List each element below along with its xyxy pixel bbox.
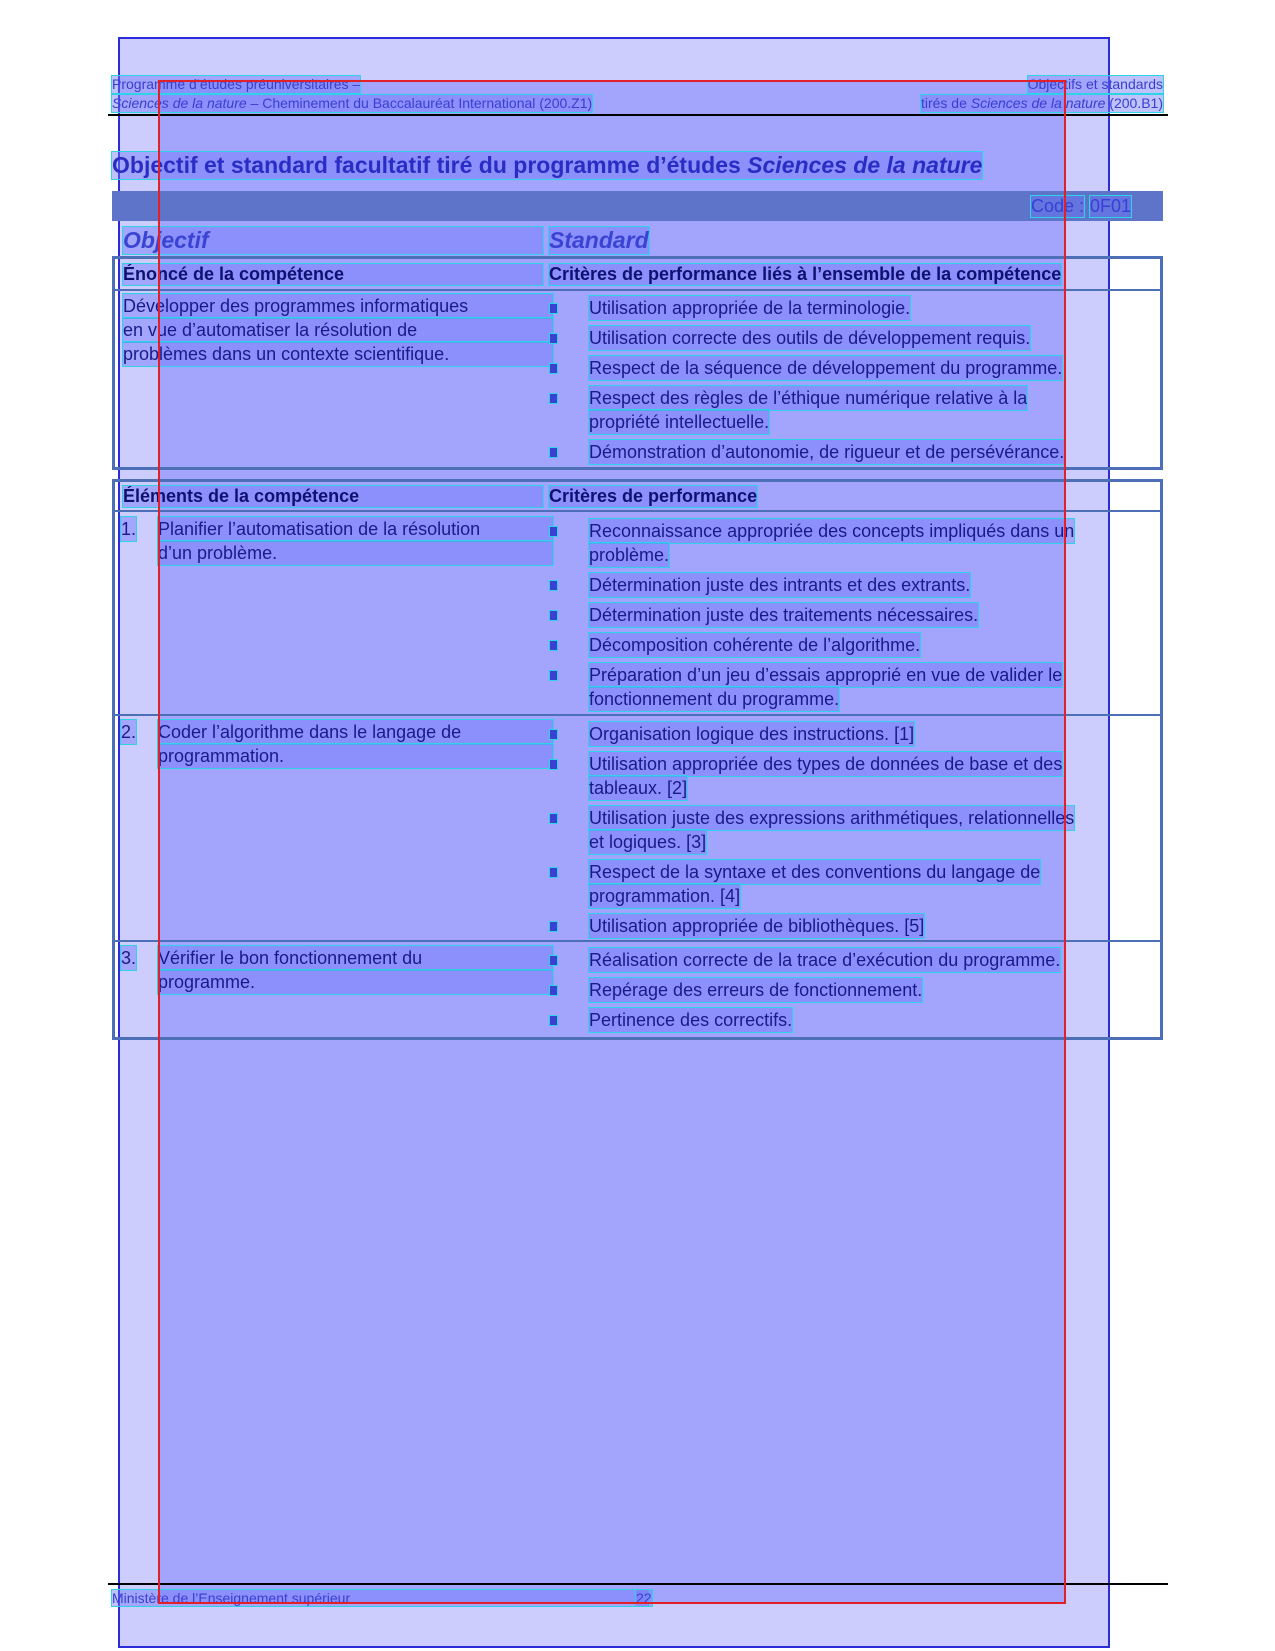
element-2-criterion: Utilisation appropriée des types de données de base et des	[589, 754, 1063, 774]
element-2-criterion: programmation. [4]	[589, 886, 741, 906]
element-1-criterion: Détermination juste des traitements nécessaires.	[589, 605, 979, 625]
code-bar	[112, 191, 1163, 221]
competence-criterion: Démonstration d’autonomie, de rigueur et de persévérance.	[589, 442, 1065, 462]
competence-bullet-icon	[550, 394, 557, 403]
element-text-line: programme.	[158, 970, 553, 994]
competence-criteria-heading: Critères de performance liés à l’ensemble de la compétence	[549, 264, 1062, 284]
footer-ministry: Ministère de l’Enseignement supérieur	[112, 1590, 648, 1606]
element-3-bullet-icon	[550, 1016, 557, 1025]
element-number: 1.	[121, 519, 137, 539]
element-1-bullet-icon	[550, 581, 557, 590]
element-2-criterion: tableaux. [2]	[589, 778, 688, 798]
element-number: 3.	[121, 948, 137, 968]
element-2-bullet-icon	[550, 814, 557, 823]
element-2-bullet-icon	[550, 760, 557, 769]
competence-statement-line: problèmes dans un contexte scientifique.	[123, 342, 553, 366]
elements-row-divider-1	[112, 714, 1163, 716]
element-1-criterion: Décomposition cohérente de l’algorithme.	[589, 635, 921, 655]
competence-criterion: Utilisation correcte des outils de développement requis.	[589, 328, 1031, 348]
element-1-criterion: Détermination juste des intrants et des extrants.	[589, 575, 971, 595]
element-text-line: Coder l’algorithme dans le langage de	[158, 720, 553, 744]
elements-row-divider-2	[112, 940, 1163, 942]
code-value: 0F01	[1090, 196, 1132, 216]
objectif-heading: Objectif	[123, 227, 543, 254]
element-text-line: Planifier l’automatisation de la résolution	[158, 517, 553, 541]
element-2-criterion: et logiques. [3]	[589, 832, 707, 852]
header-right-line1: Objectifs et standards	[1027, 76, 1163, 92]
competence-table-divider	[112, 289, 1163, 291]
element-3-criterion: Pertinence des correctifs.	[589, 1010, 793, 1030]
competence-statement-line: Développer des programmes informatiques	[123, 294, 553, 318]
competence-bullet-icon	[550, 334, 557, 343]
element-1-criterion: problème.	[589, 545, 670, 565]
competence-criterion: Respect de la séquence de développement du programme.	[589, 358, 1063, 378]
competence-criterion: propriété intellectuelle.	[589, 412, 770, 432]
competence-statement-heading: Énoncé de la compétence	[123, 264, 543, 285]
element-number: 2.	[121, 722, 137, 742]
element-2-bullet-icon	[550, 922, 557, 931]
elements-table-divider	[112, 510, 1163, 512]
competence-statement-line: en vue d’automatiser la résolution de	[123, 318, 553, 342]
element-1-bullet-icon	[550, 641, 557, 650]
element-1-criterion: Préparation d’un jeu d’essais approprié en vue de valider le	[589, 665, 1063, 685]
element-1-bullet-icon	[550, 611, 557, 620]
competence-criterion: Utilisation appropriée de la terminologie.	[589, 298, 911, 318]
element-3-bullet-icon	[550, 956, 557, 965]
element-text-line: programmation.	[158, 744, 553, 768]
element-text-line: d’un problème.	[158, 541, 553, 565]
header-right-line2: tirés de Sciences de la nature (200.B1)	[920, 95, 1163, 111]
page-title: Objectif et standard facultatif tiré du programme d’études Sciences de la nature	[112, 152, 983, 178]
header-rule	[108, 114, 1168, 116]
element-1-bullet-icon	[550, 527, 557, 536]
element-2-criterion: Respect de la syntaxe et des conventions du langage de	[589, 862, 1041, 882]
element-2-criterion: Organisation logique des instructions. [1]	[589, 724, 915, 744]
header-left-line2: Sciences de la nature – Cheminement du Baccalauréat International (200.Z1)	[112, 95, 593, 111]
competence-bullet-icon	[550, 448, 557, 457]
header-left-line1: Programme d’études préuniversitaires –	[112, 76, 361, 92]
elements-criteria-heading: Critères de performance	[549, 486, 758, 506]
element-1-bullet-icon	[550, 671, 557, 680]
competence-bullet-icon	[550, 364, 557, 373]
element-1-criterion: fonctionnement du programme.	[589, 689, 840, 709]
element-1-criterion: Reconnaissance appropriée des concepts impliqués dans un	[589, 521, 1075, 541]
element-2-criterion: Utilisation juste des expressions arithmétiques, relationnelles	[589, 808, 1075, 828]
element-text-line: Vérifier le bon fonctionnement du	[158, 946, 553, 970]
element-2-bullet-icon	[550, 730, 557, 739]
element-3-criterion: Réalisation correcte de la trace d’exécution du programme.	[589, 950, 1061, 970]
code-label: Code :	[1031, 196, 1085, 216]
element-2-criterion: Utilisation appropriée de bibliothèques. [5]	[589, 916, 925, 936]
element-3-criterion: Repérage des erreurs de fonctionnement.	[589, 980, 923, 1000]
standard-heading: Standard	[549, 227, 649, 253]
page-number: 22	[636, 1590, 652, 1606]
footer-rule	[108, 1583, 1168, 1585]
elements-heading: Éléments de la compétence	[123, 486, 543, 507]
competence-criterion: Respect des règles de l’éthique numérique relative à la	[589, 388, 1028, 408]
competence-bullet-icon	[550, 304, 557, 313]
element-3-bullet-icon	[550, 986, 557, 995]
element-2-bullet-icon	[550, 868, 557, 877]
